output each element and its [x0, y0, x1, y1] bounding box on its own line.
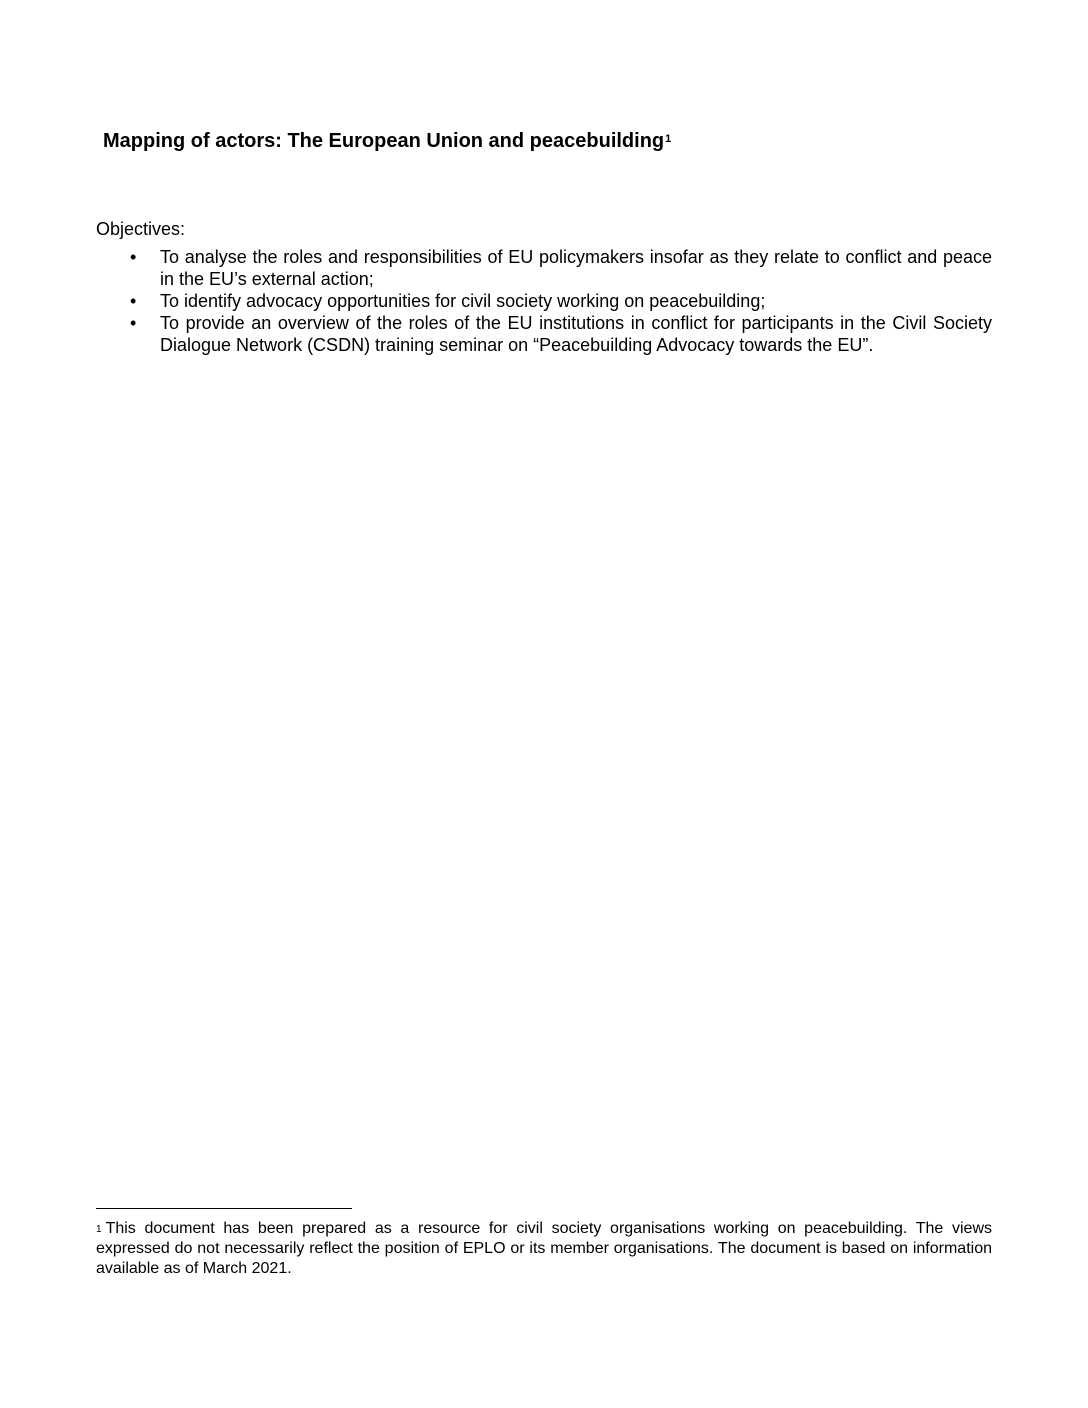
bullet-icon: •: [130, 247, 137, 267]
title-footnote-marker[interactable]: 1: [665, 133, 672, 145]
footnote-divider: [96, 1208, 352, 1209]
list-item: [96, 312, 992, 356]
bullet-icon: •: [130, 313, 137, 333]
footnote-marker: 1: [96, 1224, 102, 1235]
document-title: [103, 128, 671, 154]
objective-text: To identify advocacy opportunities for civil society working on peacebuilding;: [160, 291, 766, 311]
objective-text: To provide an overview of the roles of the EU institutions in conflict for participants in the Civil Society Dialogue Network (CSDN) training seminar on “Peacebuilding Advocacy towards the EU”.: [160, 313, 992, 355]
objectives-label: Objectives:: [96, 219, 186, 239]
bullet-icon: •: [130, 291, 137, 311]
document-title-text: Mapping of actors: The European Union and peacebuilding: [103, 130, 665, 152]
objectives-list: [96, 246, 992, 356]
list-item: [96, 246, 992, 290]
objective-text: To analyse the roles and responsibilities of EU policymakers insofar as they relate to conflict and peace in the EU’s external action;: [160, 247, 992, 289]
list-item: [96, 290, 992, 312]
footnote: [96, 1219, 992, 1279]
footnote-text: This document has been prepared as a resource for civil society organisations working on peacebuilding. The views expressed do not necessarily reflect the position of EPLO or its member organisations. The document is based on information available as of March 2021.: [96, 1220, 992, 1277]
